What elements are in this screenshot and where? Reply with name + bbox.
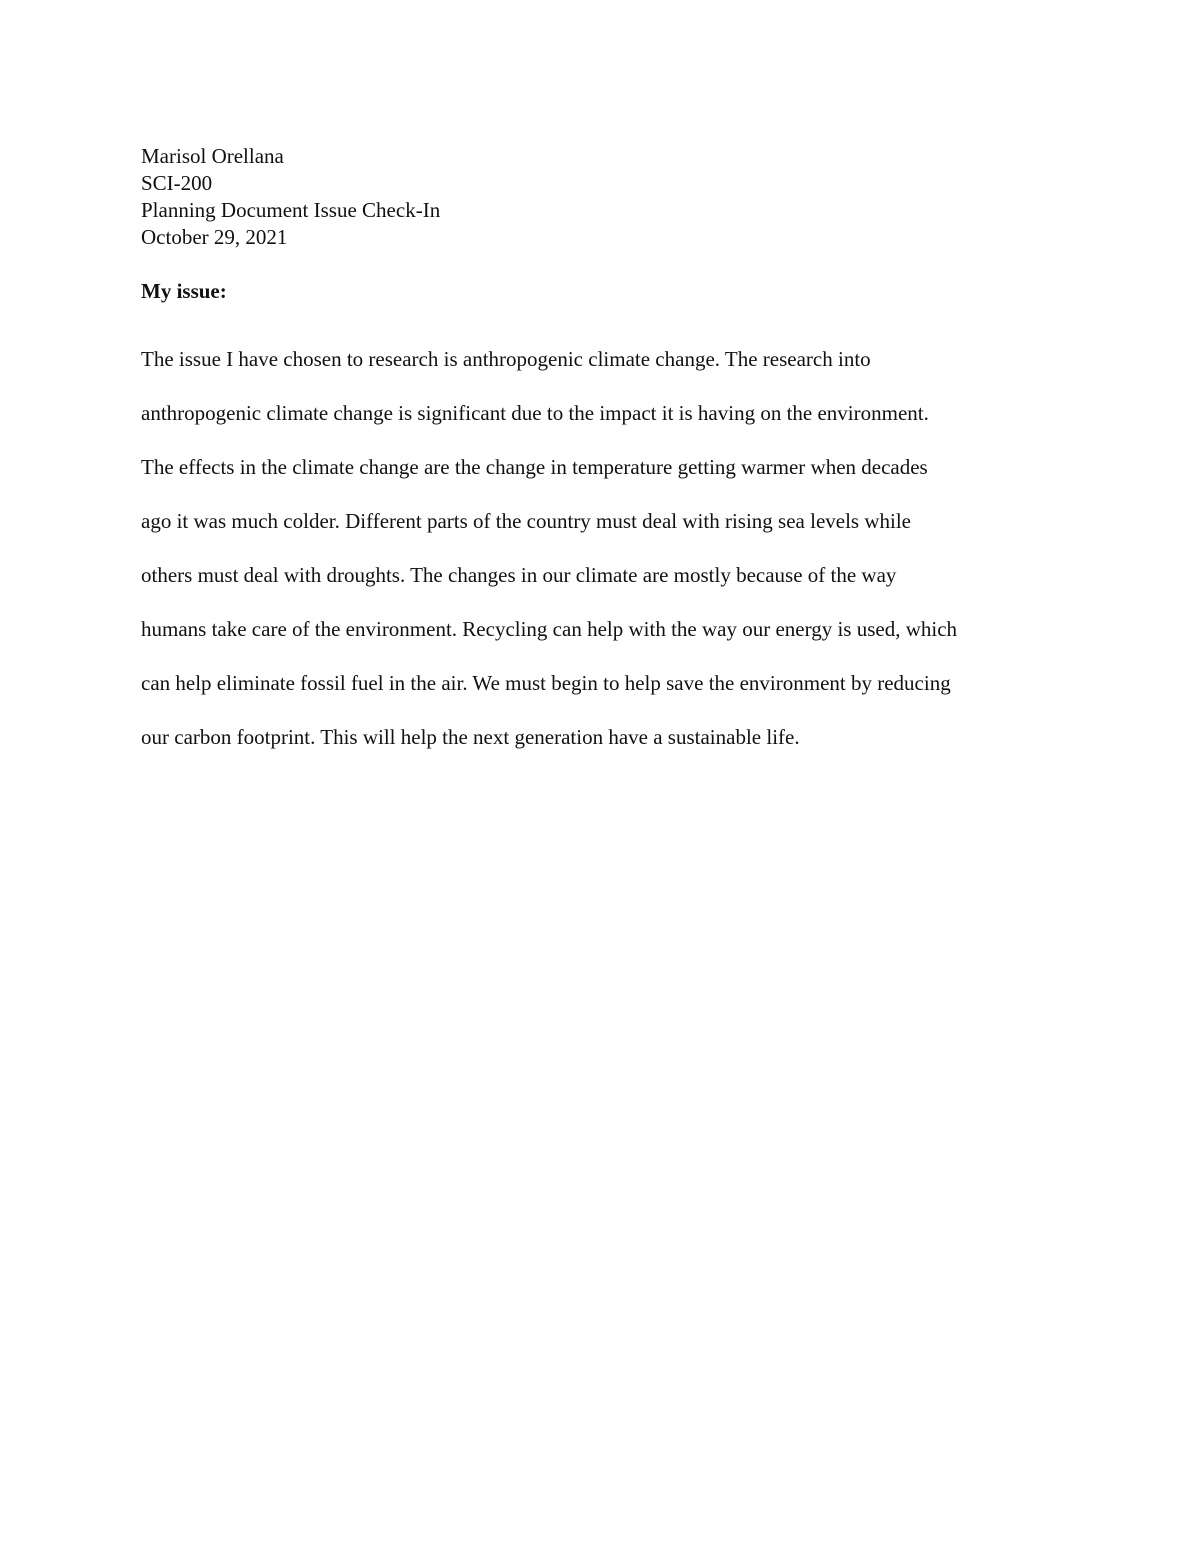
author-name: Marisol Orellana — [141, 144, 284, 168]
section-heading: My issue: — [141, 279, 227, 303]
paragraph-line: can help eliminate fossil fuel in the air. We must begin to help save the environment by reducing — [141, 671, 951, 695]
paragraph-line: The issue I have chosen to research is anthropogenic climate change. The research into — [141, 347, 871, 371]
body-paragraph — [141, 332, 957, 764]
paragraph-line: anthropogenic climate change is significant due to the impact it is having on the environment. — [141, 401, 929, 425]
paragraph-line: others must deal with droughts. The changes in our climate are mostly because of the way — [141, 563, 897, 587]
document-header — [141, 143, 440, 251]
paragraph-line: The effects in the climate change are the change in temperature getting warmer when decades — [141, 455, 928, 479]
paragraph-line: ago it was much colder. Different parts of the country must deal with rising sea levels while — [141, 509, 911, 533]
paragraph-line: humans take care of the environment. Recycling can help with the way our energy is used, which — [141, 617, 958, 641]
assignment-title: Planning Document Issue Check-In — [141, 198, 441, 222]
paragraph-line: our carbon footprint. This will help the next generation have a sustainable life. — [141, 725, 800, 749]
document-date: October 29, 2021 — [141, 225, 288, 249]
course-code: SCI-200 — [141, 171, 213, 195]
